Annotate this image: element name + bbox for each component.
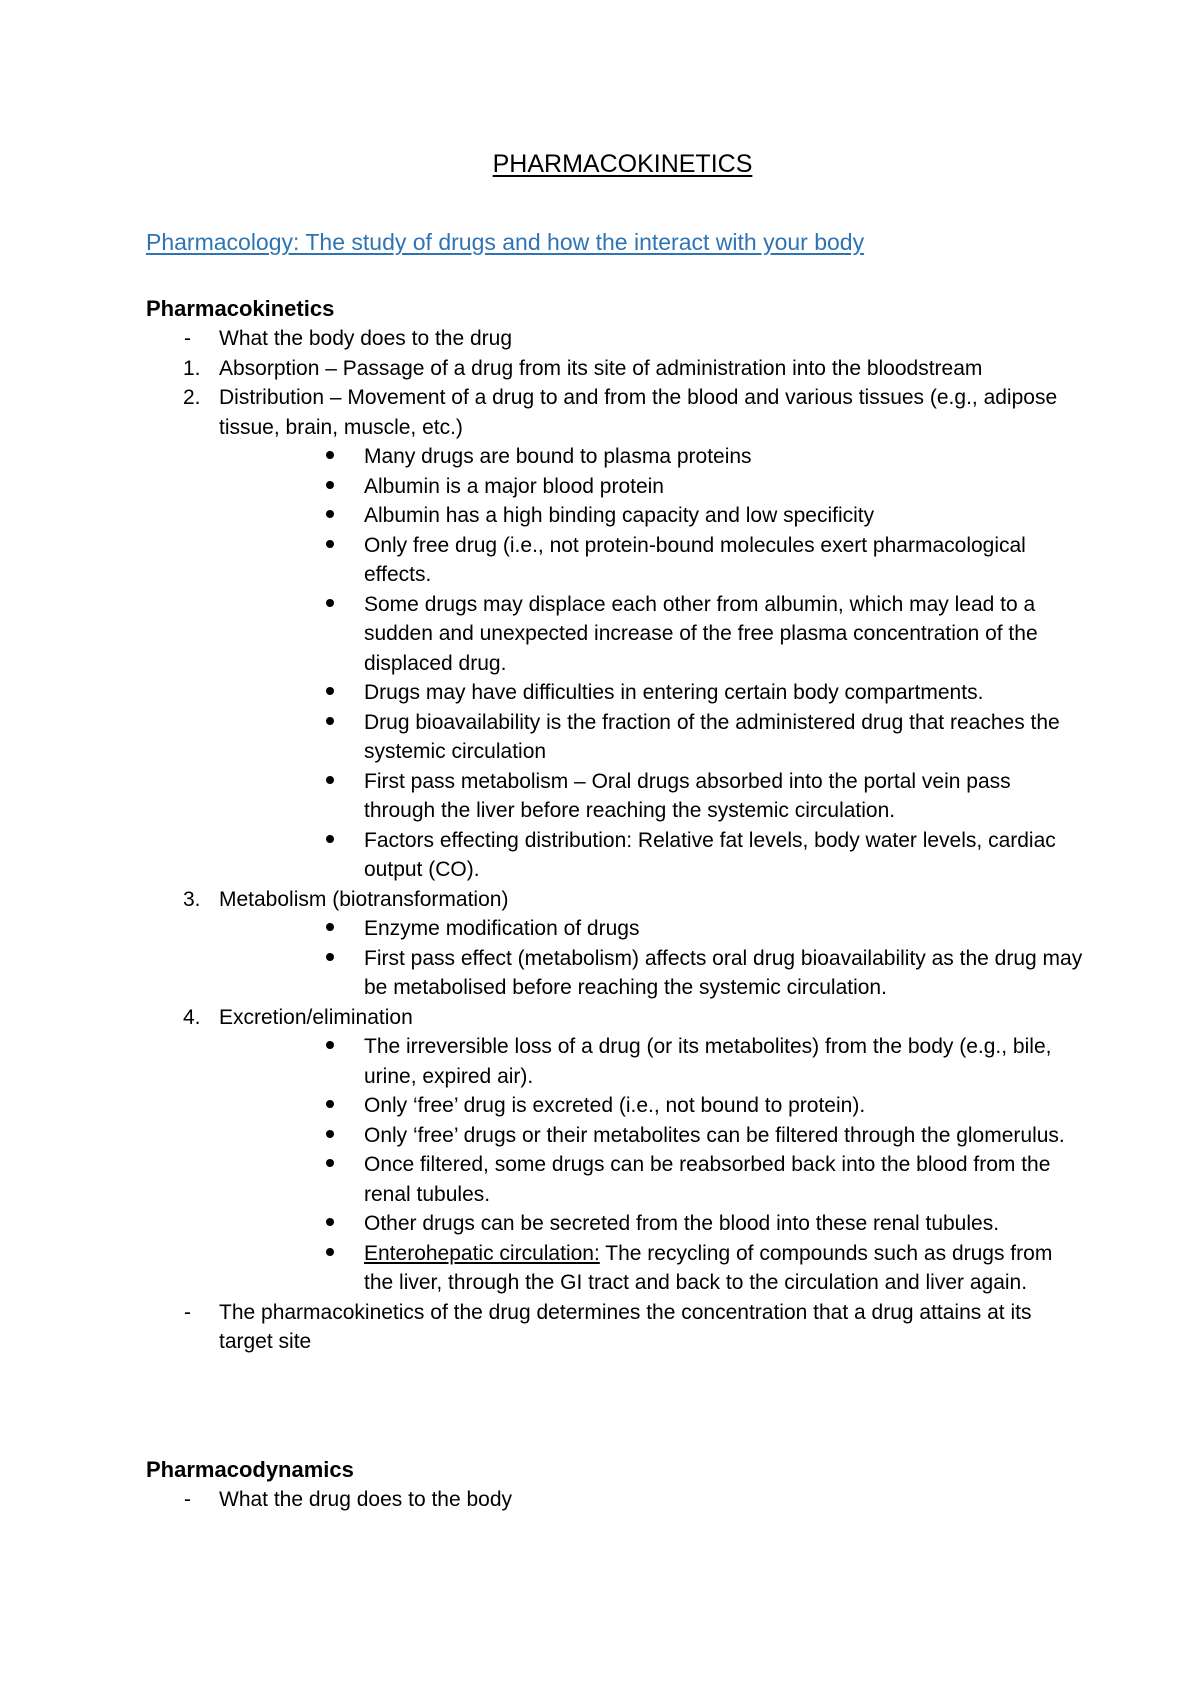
numbered-item-absorption (146, 354, 1086, 384)
bullet-icon (326, 678, 346, 708)
list-item (146, 1298, 1086, 1357)
dash-marker: - (184, 1300, 191, 1324)
bullet-item (146, 767, 1086, 826)
pharmacodynamics-list (146, 1485, 1086, 1515)
list-item (146, 324, 1086, 354)
bullet-item-enterohepatic (146, 1239, 1086, 1298)
numbered-item-excretion (146, 1003, 1086, 1033)
bullet-icon (326, 501, 346, 531)
bullet-icon (326, 1091, 346, 1121)
bullet-icon (326, 767, 346, 797)
bullet-icon (326, 944, 346, 974)
bullet-item (146, 442, 1086, 472)
bullet-text: First pass effect (metabolism) affects oral drug bioavailability as the drug may be metabolised before reaching the systemic circulation. (364, 946, 1083, 999)
numbered-item-metabolism (146, 885, 1086, 915)
bullet-item (146, 1032, 1086, 1091)
bullet-text: Other drugs can be secreted from the blood into these renal tubules. (364, 1212, 1000, 1235)
bullet-text: Many drugs are bound to plasma proteins (364, 445, 752, 468)
list-item-text: Absorption – Passage of a drug from its site of administration into the bloodstream (219, 356, 983, 380)
bullet-text: Albumin is a major blood protein (364, 474, 664, 498)
section-heading-pharmacokinetics: Pharmacokinetics (146, 296, 335, 321)
bullet-icon (326, 914, 346, 944)
bullet-item (146, 1091, 1086, 1121)
dash-marker: - (184, 327, 191, 350)
list-item-text: Distribution – Movement of a drug to and from the blood and various tissues (e.g., adipose tissue, brain, muscle, etc.) (219, 386, 1058, 439)
number-marker: 3. (183, 887, 201, 911)
bullet-text: Only ‘free’ drugs or their metabolites can be filtered through the glomerulus. (364, 1123, 1065, 1147)
numbered-item-distribution (146, 383, 1086, 442)
bullet-text: Factors effecting distribution: Relative fat levels, body water levels, cardiac output (CO). (364, 828, 1056, 881)
distribution-bullets (146, 442, 1086, 885)
bullet-text: First pass metabolism – Oral drugs absorbed into the portal vein pass through the liver before reaching the systemic circulation. (364, 769, 1011, 822)
bullet-item (146, 1121, 1086, 1151)
bullet-text: Enzyme modification of drugs (364, 917, 640, 940)
bullet-item (146, 678, 1086, 708)
bullet-icon (326, 708, 346, 738)
bullet-text: Once filtered, some drugs can be reabsorbed back into the blood from the renal tubules. (364, 1153, 1051, 1206)
bullet-icon (326, 1239, 346, 1269)
number-marker: 2. (183, 386, 201, 409)
bullet-text: Drugs may have difficulties in entering certain body compartments. (364, 681, 984, 704)
bullet-item (146, 708, 1086, 767)
bullet-text: The irreversible loss of a drug (or its metabolites) from the body (e.g., bile, urine, expired air). (364, 1035, 1052, 1088)
bullet-icon (326, 442, 346, 472)
bullet-icon (326, 472, 346, 502)
bullet-icon (326, 1150, 346, 1180)
bullet-text: Some drugs may displace each other from albumin, which may lead to a sudden and unexpected increase of the free plasma concentration of the displaced drug. (364, 592, 1038, 675)
bullet-item (146, 1209, 1086, 1239)
bullet-icon (326, 1209, 346, 1239)
bullet-item (146, 501, 1086, 531)
section-heading-pharmacodynamics: Pharmacodynamics (146, 1457, 354, 1482)
bullet-text: Only free drug (i.e., not protein-bound molecules exert pharmacological effects. (364, 533, 1026, 586)
bullet-text: Only ‘free’ drug is excreted (i.e., not bound to protein). (364, 1094, 866, 1117)
bullet-text: Albumin has a high binding capacity and low specificity (364, 504, 875, 527)
bullet-item (146, 1150, 1086, 1209)
list-item-text: What the body does to the drug (219, 327, 513, 350)
number-marker: 1. (183, 356, 201, 380)
bullet-item (146, 826, 1086, 885)
bullet-icon (326, 590, 346, 620)
list-item-text: Excretion/elimination (219, 1005, 413, 1029)
number-marker: 4. (183, 1005, 201, 1029)
bullet-icon (326, 1121, 346, 1151)
list-item (146, 1485, 1086, 1515)
bullet-item (146, 531, 1086, 590)
list-item-text: Metabolism (biotransformation) (219, 887, 509, 911)
page-title: PHARMACOKINETICS (492, 150, 753, 178)
bullet-text: The recycling of compounds such as drugs from the liver, through the GI tract and back to the circulation and liver again. (364, 1241, 1053, 1294)
excretion-bullets (146, 1032, 1086, 1298)
bullet-text: Drug bioavailability is the fraction of the administered drug that reaches the systemic circulation (364, 710, 1060, 763)
bullet-icon (326, 531, 346, 561)
bullet-item (146, 914, 1086, 944)
bullet-icon (326, 826, 346, 856)
bullet-item (146, 944, 1086, 1003)
list-item-text: The pharmacokinetics of the drug determines the concentration that a drug attains at its target site (219, 1300, 1032, 1353)
pharmacokinetics-list (146, 324, 1086, 1357)
bullet-item (146, 590, 1086, 679)
page-subtitle: Pharmacology: The study of drugs and how the interact with your body (146, 229, 865, 255)
dash-marker: - (184, 1488, 191, 1511)
bullet-item (146, 472, 1086, 502)
term-label: Enterohepatic circulation: (364, 1241, 600, 1265)
bullet-icon (326, 1032, 346, 1062)
list-item-text: What the drug does to the body (219, 1488, 513, 1511)
metabolism-bullets (146, 914, 1086, 1003)
